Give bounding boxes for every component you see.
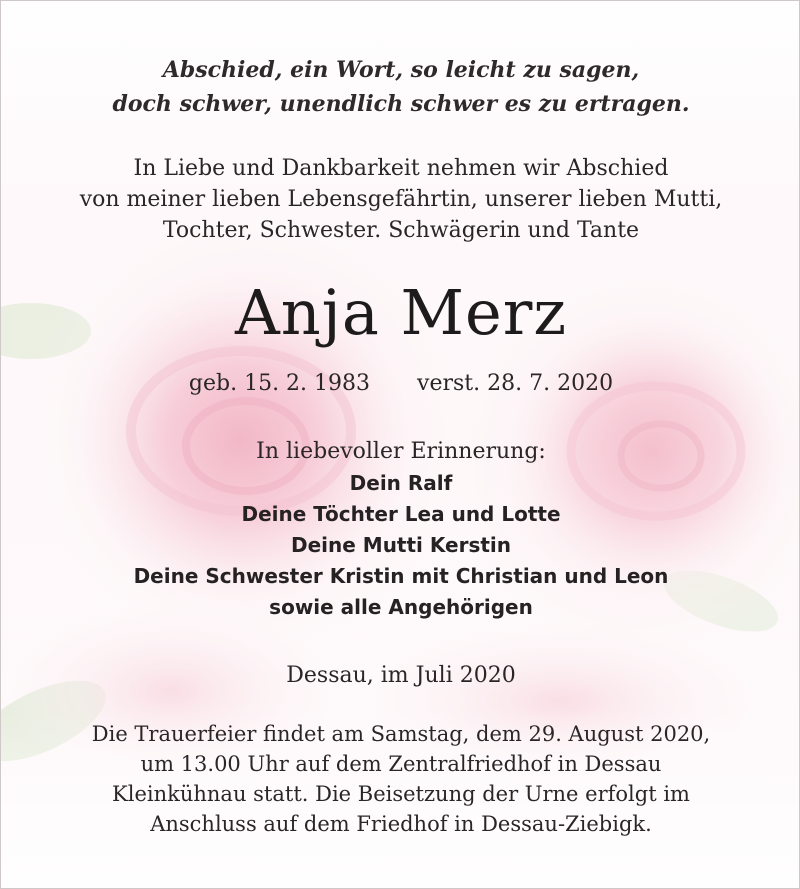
intro-line: In Liebe und Dankbarkeit nehmen wir Abschied — [133, 156, 669, 181]
mourner: Deine Mutti Kerstin — [291, 533, 511, 557]
motto-line: Abschied, ein Wort, so leicht zu sagen, — [162, 57, 640, 83]
service-line: um 13.00 Uhr auf dem Zentralfriedhof in Dessau — [140, 752, 662, 776]
mourner: sowie alle Angehörigen — [269, 595, 533, 619]
mourner: Deine Schwester Kristin mit Christian und Leon — [133, 564, 669, 588]
intro-text — [1, 153, 800, 246]
service-line: Anschluss auf dem Friedhof in Dessau-Ziebigk. — [150, 812, 652, 836]
place-date: Dessau, im Juli 2020 — [286, 663, 516, 688]
intro-line: von meiner lieben Lebensgefährtin, unserer lieben Mutti, — [79, 187, 723, 212]
service-line: Kleinkühnau statt. Die Beisetzung der Urne erfolgt im — [112, 782, 690, 806]
funeral-service-info — [1, 719, 800, 839]
birth-date: geb. 15. 2. 1983 — [188, 371, 371, 396]
motto-verse — [1, 53, 800, 121]
service-line: Die Trauerfeier findet am Samstag, dem 29. August 2020, — [91, 722, 711, 746]
mourner: Deine Töchter Lea und Lotte — [241, 502, 561, 526]
mourner: Dein Ralf — [349, 471, 453, 495]
death-date: verst. 28. 7. 2020 — [417, 371, 614, 396]
mourners-list — [1, 468, 800, 623]
life-dates — [1, 369, 800, 399]
deceased-name: Anja Merz — [234, 276, 568, 349]
intro-line: Tochter, Schwester. Schwägerin und Tante — [162, 218, 640, 243]
motto-line: doch schwer, unendlich schwer es zu ertragen. — [112, 91, 690, 117]
memory-heading: In liebevoller Erinnerung: — [256, 439, 546, 464]
